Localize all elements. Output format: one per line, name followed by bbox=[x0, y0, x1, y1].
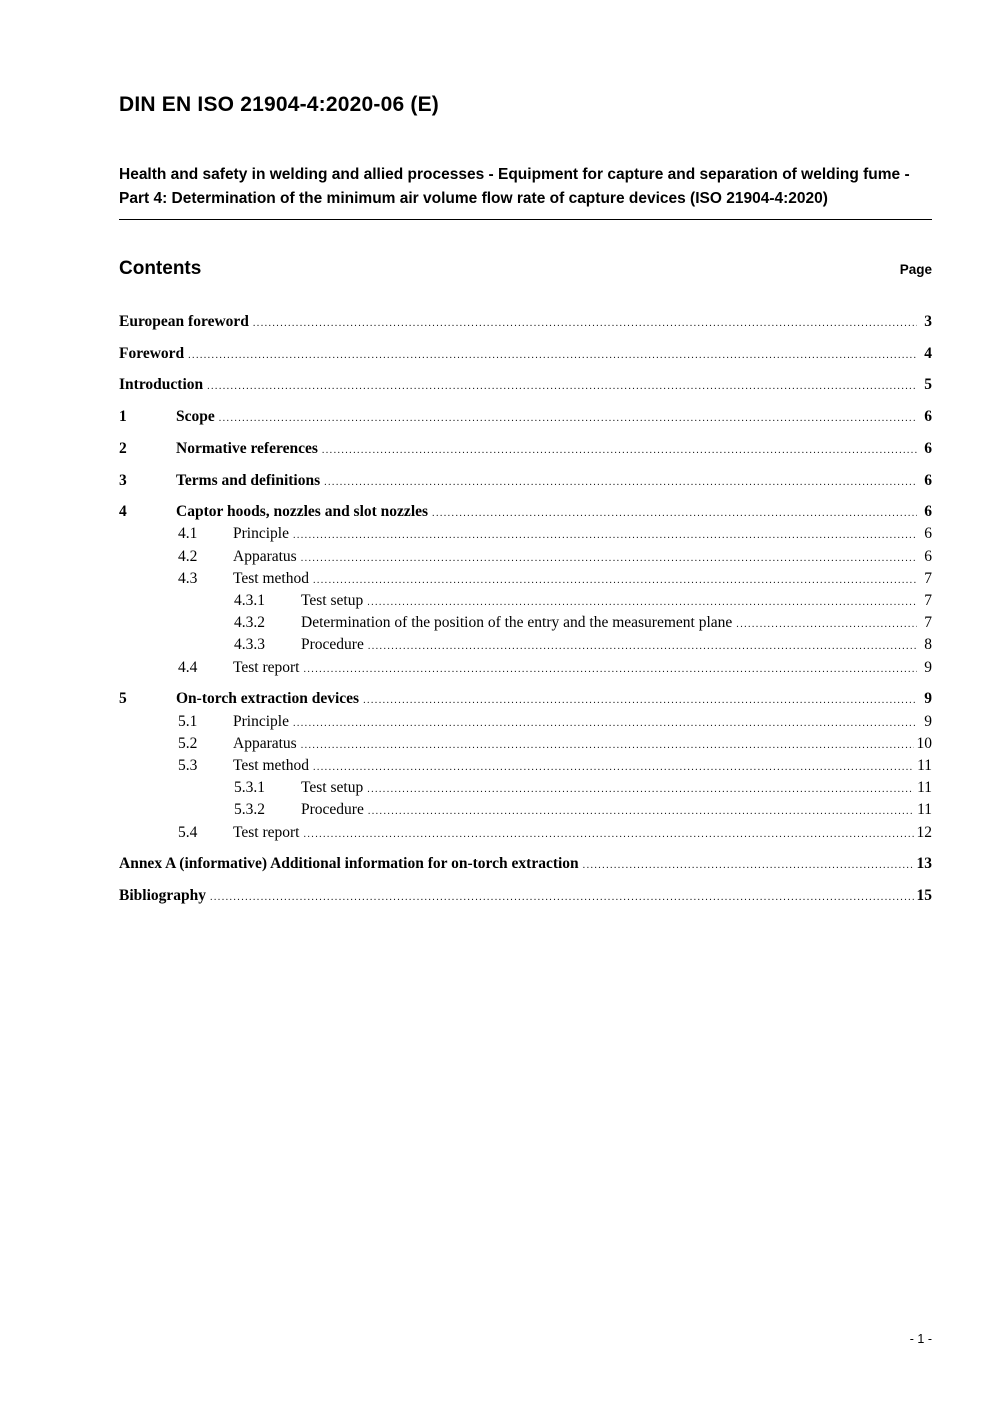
document-subtitle: Health and safety in welding and allied processes - Equipment for capture and separation of welding fume - Part 4: Determination of the minimum air volume flow rate of capture devices (ISO 21904-4:2020) bbox=[119, 166, 910, 207]
toc-entry-title: Captor hoods, nozzles and slot nozzles bbox=[176, 503, 429, 521]
toc-dot-leader bbox=[188, 344, 917, 366]
toc-entry[interactable] bbox=[119, 524, 932, 546]
toc-entry-title: Scope bbox=[176, 408, 215, 426]
toc-entry-number: 4.3 bbox=[178, 569, 198, 587]
toc-entry-title: Determination of the position of the entry and the measurement plane bbox=[301, 614, 733, 632]
toc-entry[interactable] bbox=[119, 591, 932, 613]
toc-entry-page: 6 bbox=[924, 439, 932, 457]
toc-dot-leader bbox=[736, 613, 917, 635]
toc-dot-leader bbox=[368, 635, 917, 657]
footer-page-number: - 1 - bbox=[909, 1332, 932, 1346]
toc-entry-page: 10 bbox=[916, 734, 932, 752]
toc-dot-leader bbox=[367, 591, 917, 613]
contents-heading: Contents bbox=[119, 258, 202, 279]
toc-entry-number: 4.3.3 bbox=[234, 636, 265, 654]
toc-entry-title: Test setup bbox=[301, 779, 364, 797]
toc-entry-page: 6 bbox=[924, 503, 932, 521]
toc-dot-leader bbox=[367, 778, 914, 800]
toc-entry-number: 2 bbox=[119, 439, 127, 457]
toc-entry-page: 4 bbox=[924, 344, 932, 362]
toc-dot-leader bbox=[304, 658, 918, 680]
toc-entry-page: 13 bbox=[916, 855, 932, 873]
toc-entry-title: Annex A (informative) Additional information for on-torch extraction bbox=[119, 855, 579, 873]
toc-entry[interactable] bbox=[119, 375, 932, 397]
toc-entry[interactable] bbox=[119, 823, 932, 845]
toc-dot-leader bbox=[313, 569, 917, 591]
toc-entry-number: 4.1 bbox=[178, 525, 198, 543]
toc-dot-leader bbox=[363, 689, 917, 711]
toc-entry-title: On-torch extraction devices bbox=[176, 690, 360, 708]
toc-entry-page: 11 bbox=[917, 801, 932, 819]
toc-entry[interactable] bbox=[119, 689, 932, 711]
toc-dot-leader bbox=[313, 756, 914, 778]
toc-entry[interactable] bbox=[119, 756, 932, 778]
toc-dot-leader bbox=[368, 800, 914, 822]
toc-entry-title: Principle bbox=[233, 712, 289, 730]
toc-entry-title: Bibliography bbox=[119, 886, 206, 904]
toc-entry[interactable] bbox=[119, 778, 932, 800]
toc-entry-number: 4.4 bbox=[178, 658, 198, 676]
toc-entry-title: Foreword bbox=[119, 344, 185, 362]
toc-dot-leader bbox=[219, 407, 917, 429]
toc-entry-page: 8 bbox=[924, 636, 932, 654]
toc-entry-page: 3 bbox=[924, 313, 932, 330]
toc-entry-number: 5.1 bbox=[178, 712, 198, 730]
toc-entry-page: 6 bbox=[924, 525, 932, 543]
toc-entry-title: Procedure bbox=[301, 801, 364, 819]
toc-entry-title: Test report bbox=[233, 658, 300, 676]
toc-entry-page: 9 bbox=[924, 712, 932, 730]
toc-entry[interactable] bbox=[119, 800, 932, 822]
toc-entry-page: 7 bbox=[924, 592, 932, 610]
toc-dot-leader bbox=[210, 886, 914, 908]
toc-entry-page: 6 bbox=[924, 408, 932, 426]
document-code-title: DIN EN ISO 21904-4:2020-06 (E) bbox=[119, 93, 439, 116]
toc-entry-number: 1 bbox=[119, 408, 127, 426]
toc-entry-number: 4.2 bbox=[178, 547, 198, 565]
toc-entry-title: Test report bbox=[233, 823, 300, 841]
toc-entry-page: 12 bbox=[916, 823, 932, 841]
toc-entry[interactable] bbox=[119, 712, 932, 734]
toc-entry-title: Principle bbox=[233, 525, 289, 543]
toc-entry[interactable] bbox=[119, 569, 932, 591]
toc-entry[interactable] bbox=[119, 886, 932, 908]
toc-dot-leader bbox=[324, 471, 917, 493]
toc-entry-title: Test setup bbox=[301, 592, 364, 610]
horizontal-rule bbox=[119, 219, 932, 220]
toc-dot-leader bbox=[301, 547, 917, 569]
toc-entry-number: 5.3 bbox=[178, 756, 198, 774]
toc-entry-title: Apparatus bbox=[233, 734, 297, 752]
toc-entry[interactable] bbox=[119, 854, 932, 876]
toc-entry-title: Terms and definitions bbox=[176, 471, 321, 489]
toc-entry-title: European foreword bbox=[119, 313, 249, 330]
toc-entry-number: 5.2 bbox=[178, 734, 198, 752]
toc-entry-number: 4.3.2 bbox=[234, 614, 265, 632]
page-column-label: Page bbox=[899, 262, 932, 277]
toc-entry-number: 4.3.1 bbox=[234, 592, 265, 610]
table-of-contents bbox=[119, 312, 932, 908]
toc-entry-page: 9 bbox=[924, 658, 932, 676]
toc-entry-number: 5 bbox=[119, 690, 127, 708]
toc-dot-leader bbox=[207, 375, 917, 397]
toc-entry-page: 11 bbox=[917, 779, 932, 797]
toc-dot-leader bbox=[253, 312, 917, 334]
toc-entry[interactable] bbox=[119, 635, 932, 657]
toc-dot-leader bbox=[583, 854, 914, 876]
toc-entry[interactable] bbox=[119, 407, 932, 429]
contents-header-row bbox=[119, 258, 932, 280]
toc-entry-title: Procedure bbox=[301, 636, 364, 654]
toc-entry-title: Test method bbox=[233, 756, 309, 774]
toc-entry-page: 5 bbox=[924, 376, 932, 394]
toc-dot-leader bbox=[293, 712, 917, 734]
toc-entry[interactable] bbox=[119, 502, 932, 524]
toc-entry-title: Test method bbox=[233, 569, 309, 587]
toc-entry-number: 5.4 bbox=[178, 823, 198, 841]
toc-entry[interactable] bbox=[119, 312, 932, 334]
toc-entry[interactable] bbox=[119, 658, 932, 680]
toc-entry-page: 6 bbox=[924, 471, 932, 489]
toc-entry-number: 3 bbox=[119, 471, 127, 489]
toc-entry[interactable] bbox=[119, 734, 932, 756]
toc-dot-leader bbox=[432, 502, 917, 524]
toc-entry-page: 7 bbox=[924, 614, 932, 632]
toc-dot-leader bbox=[322, 439, 917, 461]
toc-entry-title: Introduction bbox=[119, 376, 204, 394]
toc-dot-leader bbox=[301, 734, 914, 756]
toc-entry[interactable] bbox=[119, 547, 932, 569]
toc-entry-number: 4 bbox=[119, 503, 127, 521]
toc-dot-leader bbox=[304, 823, 914, 845]
toc-entry-number: 5.3.2 bbox=[234, 801, 265, 819]
toc-entry-number: 5.3.1 bbox=[234, 779, 265, 797]
toc-entry[interactable] bbox=[119, 439, 932, 461]
toc-entry[interactable] bbox=[119, 344, 932, 366]
toc-entry-page: 9 bbox=[924, 690, 932, 708]
toc-entry[interactable] bbox=[119, 471, 932, 493]
toc-entry-page: 11 bbox=[917, 756, 932, 774]
toc-entry-title: Apparatus bbox=[233, 547, 297, 565]
toc-dot-leader bbox=[293, 524, 917, 546]
toc-entry-title: Normative references bbox=[176, 439, 318, 457]
toc-entry-page: 6 bbox=[924, 547, 932, 565]
toc-entry[interactable] bbox=[119, 613, 932, 635]
toc-entry-page: 15 bbox=[916, 886, 932, 904]
toc-entry-page: 7 bbox=[924, 569, 932, 587]
